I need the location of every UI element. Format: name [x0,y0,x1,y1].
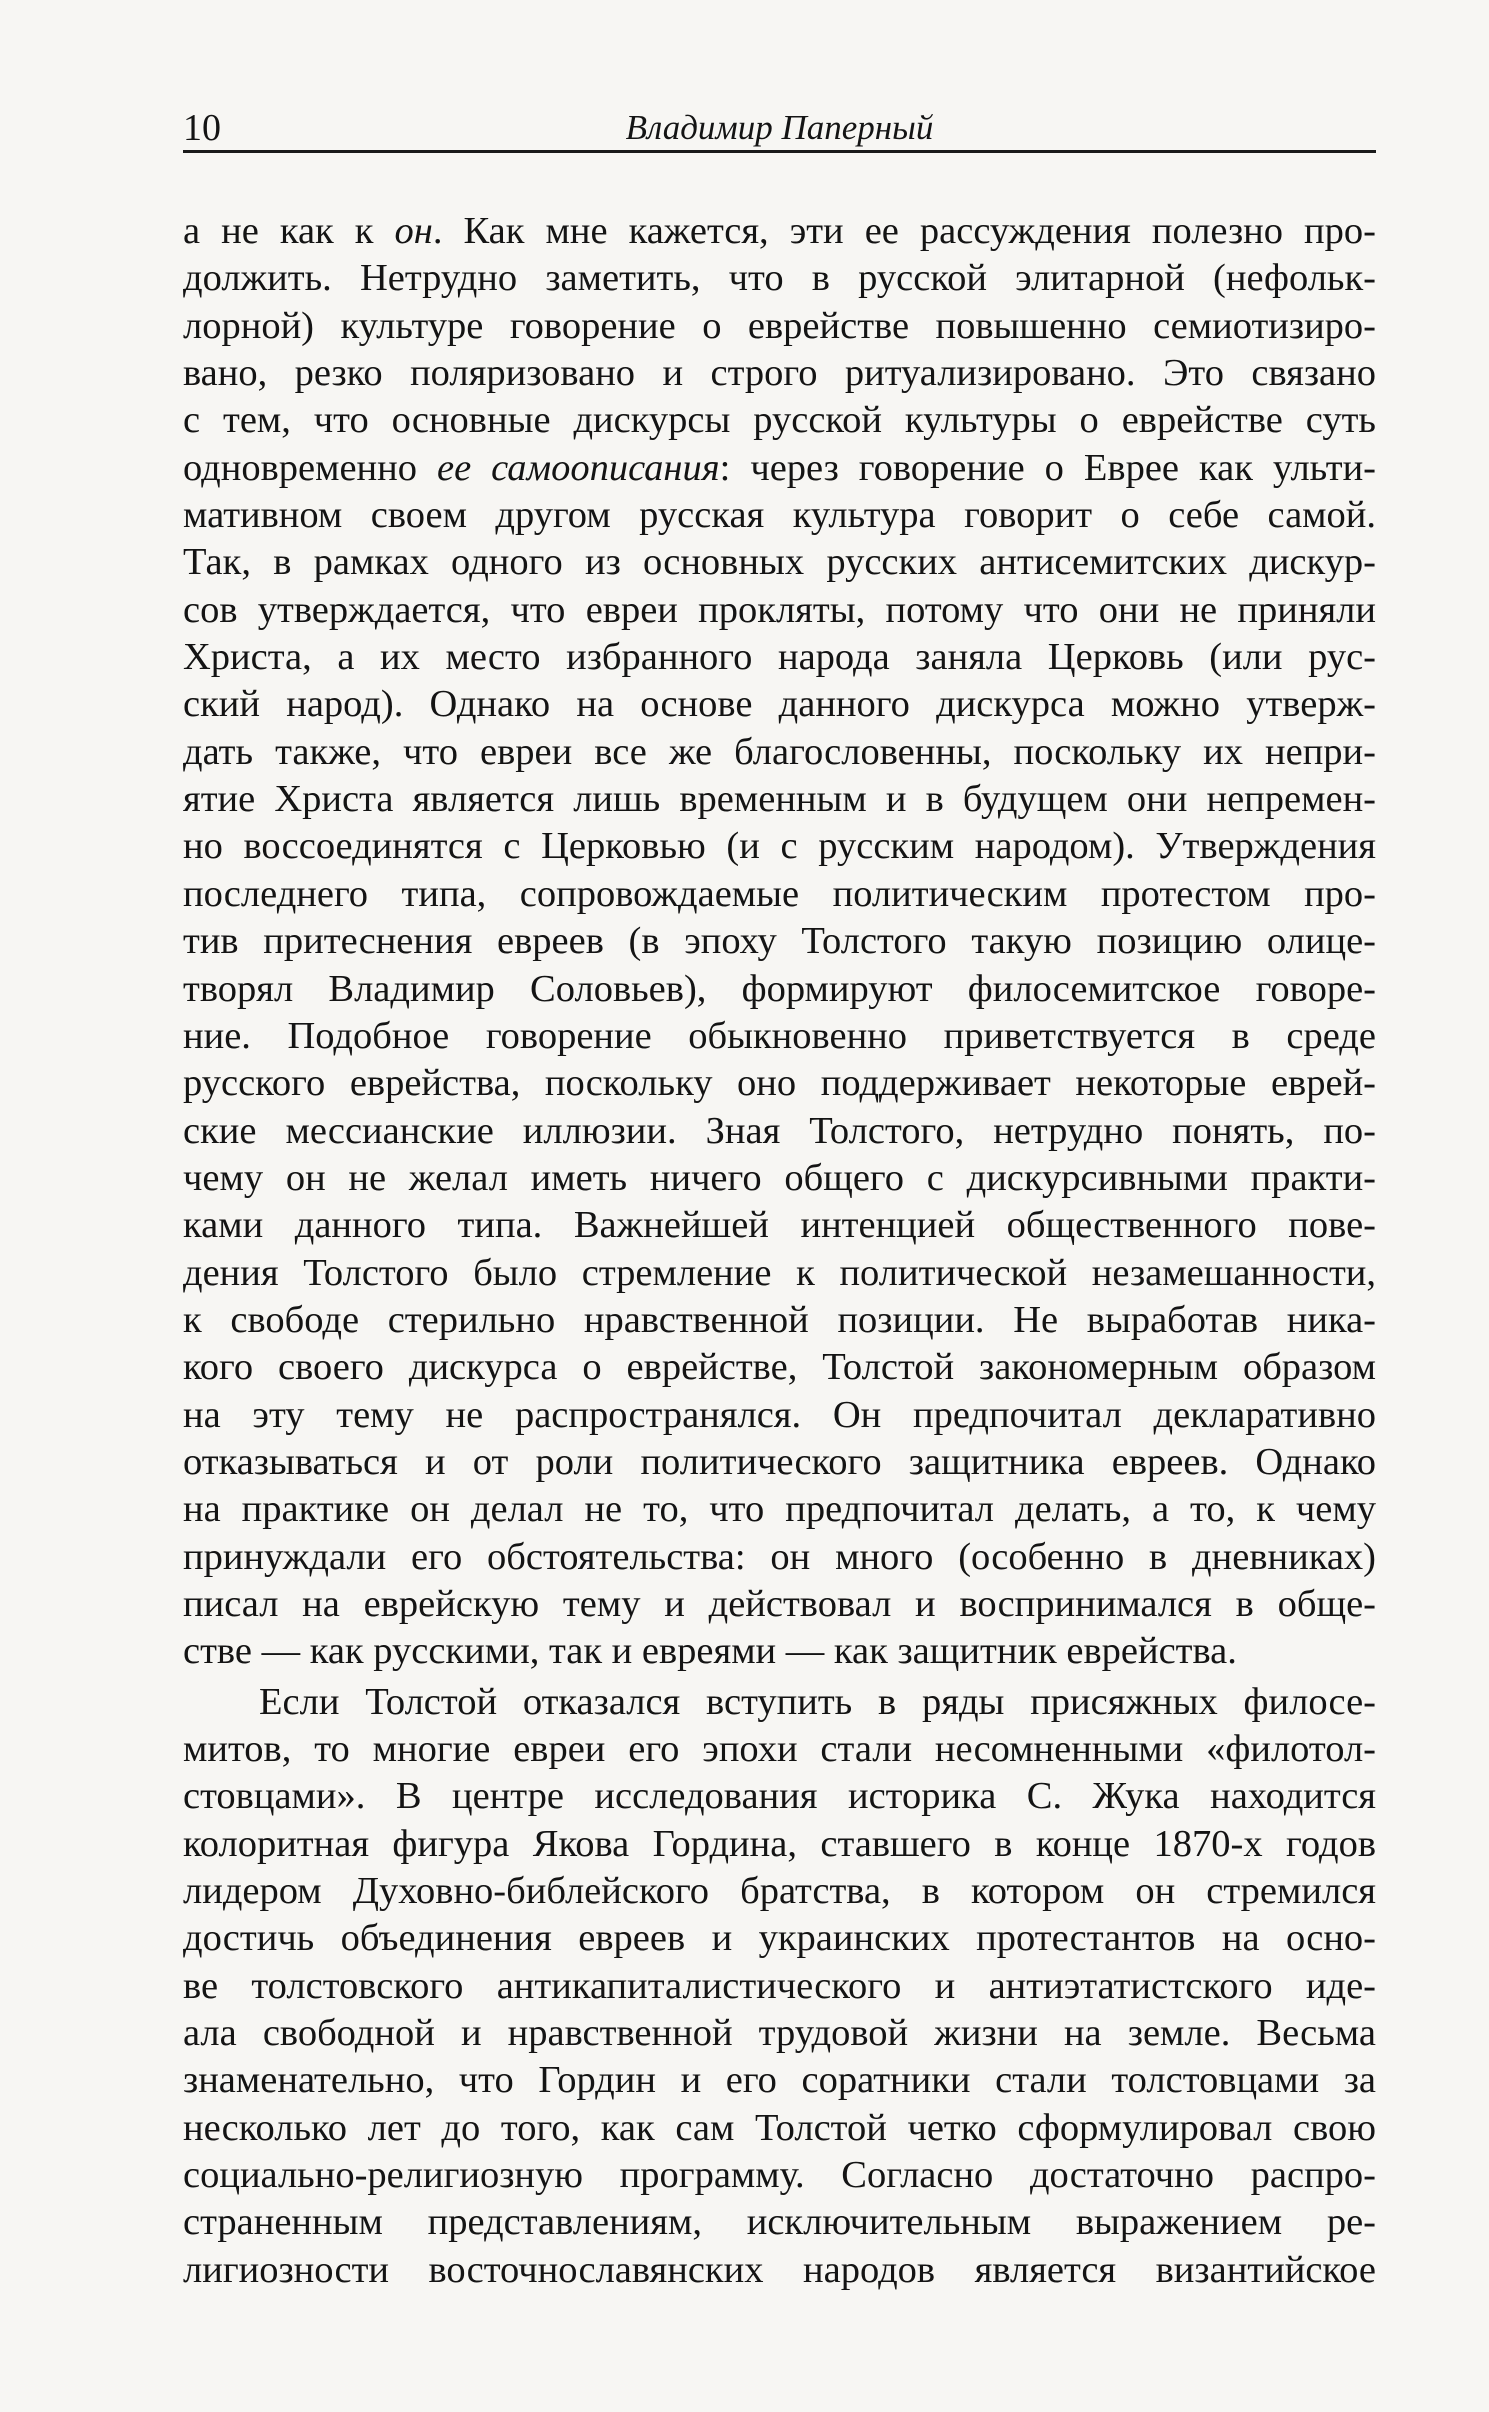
paragraph [183,208,1376,1676]
text-line [183,1297,1376,1344]
text-segment: к свободе стерильно нравственной позиции. Не выработав ника- [183,1298,1376,1341]
text-line [183,303,1376,350]
text-segment: а не как к [183,210,395,252]
text-segment: последнего типа, сопровождаемые политическим протестом про- [183,872,1376,915]
text-line [183,2105,1376,2152]
italic-text: он [394,210,433,252]
text-line [183,208,1376,255]
text-segment: лигиозности восточнославянских народов является византийское [183,2248,1376,2291]
italic-text: ее самоописания [437,446,720,489]
text-line [183,1439,1376,1486]
text-line [183,587,1376,634]
text-line [183,634,1376,681]
text-line [183,776,1376,823]
text-line [183,1013,1376,1060]
text-line [183,1915,1376,1962]
text-segment: дать также, что евреи все же благословенны, поскольку их непри- [183,730,1376,773]
text-segment: отказываться и от роли политического защитника евреев. Однако [183,1440,1376,1483]
text-segment: лидером Духовно-библейского братства, в котором он стремился [183,1870,1376,1913]
text-segment: творял Владимир Соловьев), формируют филосемитское говоре- [183,967,1376,1010]
text-segment: стве — как русскими, так и евреями — как защитник еврейства. [183,1630,1237,1673]
text-line [183,823,1376,870]
text-segment: митов, то многие евреи его эпохи стали несомненными «филотол- [183,1728,1376,1770]
text-line [183,1486,1376,1533]
text-line [183,255,1376,302]
text-segment: Христа, а их место избранного народа заняла Церковь (или рус- [183,636,1376,679]
text-segment: русского еврейства, поскольку оно поддерживает некоторые еврей- [183,1062,1376,1105]
text-segment: чему он не желал иметь ничего общего с дискурсивными практи- [183,1156,1376,1199]
text-line [183,445,1376,492]
text-segment: кого своего дискурса о еврействе, Толстой закономерным образом [183,1346,1376,1389]
text-segment: ский народ). Однако на основе данного дискурса можно утверж- [183,683,1376,726]
text-segment: достичь объединения евреев и украинских протестантов на осно- [183,1917,1376,1960]
paragraph [183,1679,1376,2294]
text-segment: на практике он делал не то, что предпочитал делать, а то, к чему [183,1488,1376,1531]
text-line [183,2010,1376,2057]
text-line [183,1250,1376,1297]
text-line [183,918,1376,965]
text-line [183,350,1376,397]
text-segment: должить. Нетрудно заметить, что в русской элитарной (нефольк- [183,257,1376,300]
text-line [183,1773,1376,1820]
text-line [183,681,1376,728]
running-header [183,106,1376,152]
text-segment: : через говорение о Еврее как ульти- [719,446,1376,489]
text-line [183,729,1376,776]
text-line [183,1963,1376,2010]
text-segment: тив притеснения евреев (в эпоху Толстого такую позицию олице- [183,920,1376,963]
text-line [183,1534,1376,1581]
text-segment: вано, резко поляризовано и строго ритуализировано. Это связано [183,352,1376,395]
text-segment: ками данного типа. Важнейшей интенцией общественного пове- [183,1204,1376,1247]
text-segment: стовцами». В центре исследования историка С. Жука находится [183,1775,1376,1818]
text-line [183,1821,1376,1868]
text-line [183,539,1376,586]
text-segment: сов утверждается, что евреи прокляты, потому что они не приняли [183,588,1376,631]
text-segment: писал на еврейскую тему и действовал и воспринимался в обще- [183,1582,1376,1625]
running-title: Владимир Паперный [625,108,934,147]
text-segment: но воссоединятся с Церковью (и с русским народом). Утверждения [183,825,1376,868]
text-line [183,2057,1376,2104]
text-segment: ние. Подобное говорение обыкновенно приветствуется в среде [183,1014,1376,1057]
text-line [183,1392,1376,1439]
text-segment: колоритная фигура Якова Гордина, ставшего в конце 1870-х годов [183,1822,1376,1865]
text-segment: ские мессианские иллюзии. Зная Толстого, нетрудно понять, по- [183,1109,1376,1152]
text-line [183,1726,1376,1773]
text-segment: Так, в рамках одного из основных русских антисемитских дискур- [183,541,1376,584]
text-line [183,2152,1376,2199]
text-line [183,2247,1376,2294]
text-line [183,871,1376,918]
text-segment: несколько лет до того, как сам Толстой четко сформулировал свою [183,2106,1376,2149]
text-segment: дения Толстого было стремление к политической незамешанности, [183,1251,1376,1294]
text-segment: Если Толстой отказался вступить в ряды присяжных филосе- [259,1680,1376,1723]
text-segment: социально-религиозную программу. Согласно достаточно распро- [183,2154,1376,2197]
text-line [183,1344,1376,1391]
text-segment: лорной) культуре говорение о еврействе повышенно семиотизиро- [183,304,1376,347]
text-line [183,397,1376,444]
text-line [183,1868,1376,1915]
text-line [183,1202,1376,1249]
text-segment: ве толстовского антикапиталистического и антиэтатистского иде- [183,1964,1376,2007]
text-segment: ала свободной и нравственной трудовой жизни на земле. Весьма [183,2012,1376,2055]
text-segment: с тем, что основные дискурсы русской культуры о еврействе суть [183,399,1376,442]
text-line [183,1108,1376,1155]
text-segment: страненным представлениям, исключительным выражением ре- [183,2201,1376,2244]
text-line [183,1679,1376,1726]
text-line [183,1581,1376,1628]
text-segment: ятие Христа является лишь временным и в будущем они непремен- [183,778,1376,821]
text-line [183,966,1376,1013]
text-segment: мативном своем другом русская культура говорит о себе самой. [183,494,1376,537]
body-text [183,208,1376,2294]
page-number: 10 [183,107,221,149]
text-line [183,492,1376,539]
text-segment: принуждали его обстоятельства: он много (особенно в дневниках) [183,1535,1376,1578]
text-line [183,1155,1376,1202]
text-line [183,1628,1376,1675]
text-segment: на эту тему не распространялся. Он предпочитал декларативно [183,1393,1376,1436]
header-rule [183,150,1376,153]
text-segment: знаменательно, что Гордин и его соратники стали толстовцами за [183,2059,1376,2102]
text-segment: одновременно [183,446,437,489]
text-segment: . Как мне кажется, эти ее рассуждения полезно про- [432,210,1376,252]
text-line [183,1060,1376,1107]
text-line [183,2199,1376,2246]
